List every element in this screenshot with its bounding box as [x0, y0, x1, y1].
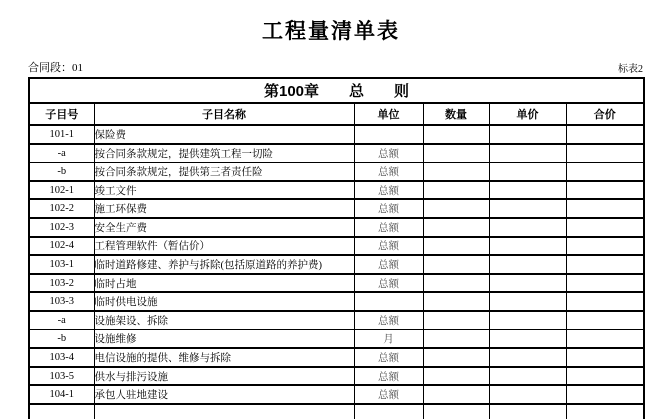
- total-price-cell: [566, 311, 644, 330]
- unit-price-cell: [489, 162, 566, 181]
- item-code-cell: 102-1: [29, 181, 94, 200]
- item-code-cell: -b: [29, 162, 94, 181]
- bill-of-quantities-table: [28, 77, 645, 419]
- unit-cell: 总额: [354, 311, 423, 330]
- quantity-cell: [423, 218, 489, 237]
- total-price-cell: [566, 237, 644, 256]
- unit-price-cell: [489, 274, 566, 293]
- column-header-total-price: 合价: [566, 103, 644, 125]
- item-name-cell: 施工环保费: [94, 199, 354, 218]
- quantity-cell: [423, 162, 489, 181]
- table-row: [29, 125, 644, 144]
- item-name-cell: [94, 404, 354, 419]
- table-row: [29, 255, 644, 274]
- unit-price-cell: [489, 237, 566, 256]
- unit-cell: 总额: [354, 218, 423, 237]
- column-header-item-code: 子目号: [29, 103, 94, 125]
- table-row: [29, 181, 644, 200]
- table-row: [29, 385, 644, 404]
- total-price-cell: [566, 404, 644, 419]
- page-title: 工程量清单表: [262, 20, 400, 43]
- chapter-header-row: [29, 78, 644, 103]
- table-row: [29, 330, 644, 349]
- quantity-cell: [423, 255, 489, 274]
- quantity-cell: [423, 367, 489, 386]
- total-price-cell: [566, 162, 644, 181]
- total-price-cell: [566, 218, 644, 237]
- total-price-cell: [566, 181, 644, 200]
- quantity-cell: [423, 237, 489, 256]
- item-code-cell: 103-4: [29, 348, 94, 367]
- item-code-cell: 103-2: [29, 274, 94, 293]
- quantity-cell: [423, 311, 489, 330]
- unit-price-cell: [489, 255, 566, 274]
- item-code-cell: 103-3: [29, 292, 94, 311]
- item-name-cell: 按合同条款规定，提供建筑工程一切险: [94, 144, 354, 163]
- unit-price-cell: [489, 199, 566, 218]
- unit-cell: 总额: [354, 255, 423, 274]
- unit-price-cell: [489, 330, 566, 349]
- form-code-label: 标表2: [618, 64, 643, 75]
- unit-cell: [354, 292, 423, 311]
- unit-price-cell: [489, 181, 566, 200]
- total-price-cell: [566, 348, 644, 367]
- table-row: [29, 292, 644, 311]
- column-header-unit-price: 单价: [489, 103, 566, 125]
- item-name-cell: 承包人驻地建设: [94, 385, 354, 404]
- unit-cell: 总额: [354, 385, 423, 404]
- item-name-cell: 供水与排污设施: [94, 367, 354, 386]
- chapter-header: 第100章 总 则: [29, 78, 644, 103]
- table-row: [29, 199, 644, 218]
- item-name-cell: 工程管理软件（暂估价）: [94, 237, 354, 256]
- unit-price-cell: [489, 311, 566, 330]
- quantity-cell: [423, 330, 489, 349]
- unit-cell: [354, 404, 423, 419]
- total-price-cell: [566, 292, 644, 311]
- item-code-cell: [29, 404, 94, 419]
- meta-row: [28, 59, 643, 75]
- quantity-cell: [423, 125, 489, 144]
- table-row: [29, 237, 644, 256]
- total-price-cell: [566, 199, 644, 218]
- quantity-cell: [423, 181, 489, 200]
- table-row: [29, 162, 644, 181]
- item-name-cell: 竣工文件: [94, 181, 354, 200]
- unit-price-cell: [489, 404, 566, 419]
- item-code-cell: 102-3: [29, 218, 94, 237]
- table-row: [29, 218, 644, 237]
- item-code-cell: -a: [29, 311, 94, 330]
- table-row: [29, 367, 644, 386]
- unit-cell: 总额: [354, 348, 423, 367]
- item-code-cell: -a: [29, 144, 94, 163]
- item-name-cell: 临时占地: [94, 274, 354, 293]
- unit-cell: 总额: [354, 144, 423, 163]
- unit-price-cell: [489, 218, 566, 237]
- item-code-cell: 102-4: [29, 237, 94, 256]
- item-code-cell: 104-1: [29, 385, 94, 404]
- unit-price-cell: [489, 385, 566, 404]
- unit-price-cell: [489, 367, 566, 386]
- table-row: [29, 311, 644, 330]
- item-name-cell: 安全生产费: [94, 218, 354, 237]
- unit-cell: 总额: [354, 181, 423, 200]
- total-price-cell: [566, 255, 644, 274]
- unit-cell: 总额: [354, 367, 423, 386]
- item-code-cell: -b: [29, 330, 94, 349]
- quantity-cell: [423, 385, 489, 404]
- item-name-cell: 保险费: [94, 125, 354, 144]
- table-row: [29, 274, 644, 293]
- table-row: [29, 348, 644, 367]
- item-name-cell: 电信设施的提供、维修与拆除: [94, 348, 354, 367]
- total-price-cell: [566, 125, 644, 144]
- item-code-cell: 103-1: [29, 255, 94, 274]
- column-header-quantity: 数量: [423, 103, 489, 125]
- item-name-cell: 设施维修: [94, 330, 354, 349]
- unit-price-cell: [489, 348, 566, 367]
- item-name-cell: 临时道路修建、养护与拆除(包括原道路的养护费): [94, 255, 354, 274]
- table-row: [29, 144, 644, 163]
- quantity-cell: [423, 274, 489, 293]
- total-price-cell: [566, 144, 644, 163]
- unit-price-cell: [489, 125, 566, 144]
- total-price-cell: [566, 330, 644, 349]
- contract-section-label: 合同段：01: [28, 62, 83, 74]
- unit-cell: [354, 125, 423, 144]
- item-code-cell: 102-2: [29, 199, 94, 218]
- unit-cell: 总额: [354, 274, 423, 293]
- quantity-cell: [423, 292, 489, 311]
- column-header-unit: 单位: [354, 103, 423, 125]
- total-price-cell: [566, 385, 644, 404]
- table-row: [29, 404, 644, 419]
- quantity-cell: [423, 199, 489, 218]
- total-price-cell: [566, 367, 644, 386]
- unit-price-cell: [489, 144, 566, 163]
- item-name-cell: 按合同条款规定，提供第三者责任险: [94, 162, 354, 181]
- item-code-cell: 101-1: [29, 125, 94, 144]
- quantity-cell: [423, 404, 489, 419]
- item-code-cell: 103-5: [29, 367, 94, 386]
- quantity-cell: [423, 348, 489, 367]
- unit-cell: 总额: [354, 162, 423, 181]
- item-name-cell: 临时供电设施: [94, 292, 354, 311]
- column-header-row: [29, 103, 644, 125]
- total-price-cell: [566, 274, 644, 293]
- unit-cell: 总额: [354, 199, 423, 218]
- column-header-item-name: 子目名称: [94, 103, 354, 125]
- unit-price-cell: [489, 292, 566, 311]
- unit-cell: 总额: [354, 237, 423, 256]
- quantity-cell: [423, 144, 489, 163]
- item-name-cell: 设施架设、拆除: [94, 311, 354, 330]
- unit-cell: 月: [354, 330, 423, 349]
